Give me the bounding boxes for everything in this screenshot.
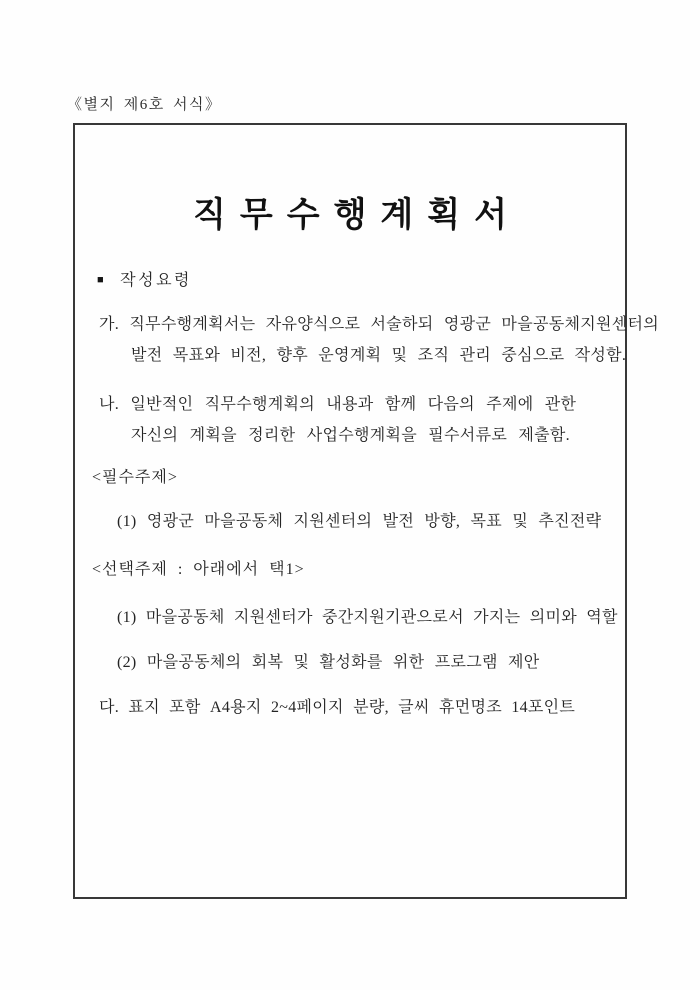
required-topic-item-1: (1) 영광군 마을공동체 지원센터의 발전 방향, 목표 및 추진전략 <box>117 513 602 530</box>
guidelines-heading-row <box>97 269 192 292</box>
optional-topic-heading: <선택주제 : 아래에서 택1> <box>92 561 305 578</box>
guidelines-heading: 작성요령 <box>120 272 192 289</box>
guideline-item-ga-line1: 가. 직무수행계획서는 자유양식으로 서술하되 영광군 마을공동체지원센터의 <box>99 316 659 333</box>
document-title: 직무수행계획서 <box>193 196 521 234</box>
guideline-item-na-line1: 나. 일반적인 직무수행계획의 내용과 함께 다음의 주제에 관한 <box>99 396 577 413</box>
guideline-item-ga-line2: 발전 목표와 비전, 향후 운영계획 및 조직 관리 중심으로 작성함. <box>131 347 627 364</box>
optional-topic-item-2: (2) 마을공동체의 회복 및 활성화를 위한 프로그램 제안 <box>117 654 540 671</box>
form-number-label: 《별지 제6호 서식》 <box>67 97 222 113</box>
bullet-square-icon: ■ <box>97 274 107 286</box>
document-frame <box>73 123 659 899</box>
guideline-item-na-line2: 자신의 계획을 정리한 사업수행계획을 필수서류로 제출함. <box>131 427 570 444</box>
guideline-item-da: 다. 표지 포함 A4용지 2~4페이지 분량, 글씨 휴먼명조 14포인트 <box>99 699 576 716</box>
optional-topic-item-1: (1) 마을공동체 지원센터가 중간지원기관으로서 가지는 의미와 역할 <box>117 609 618 626</box>
required-topic-heading: <필수주제> <box>92 469 178 486</box>
